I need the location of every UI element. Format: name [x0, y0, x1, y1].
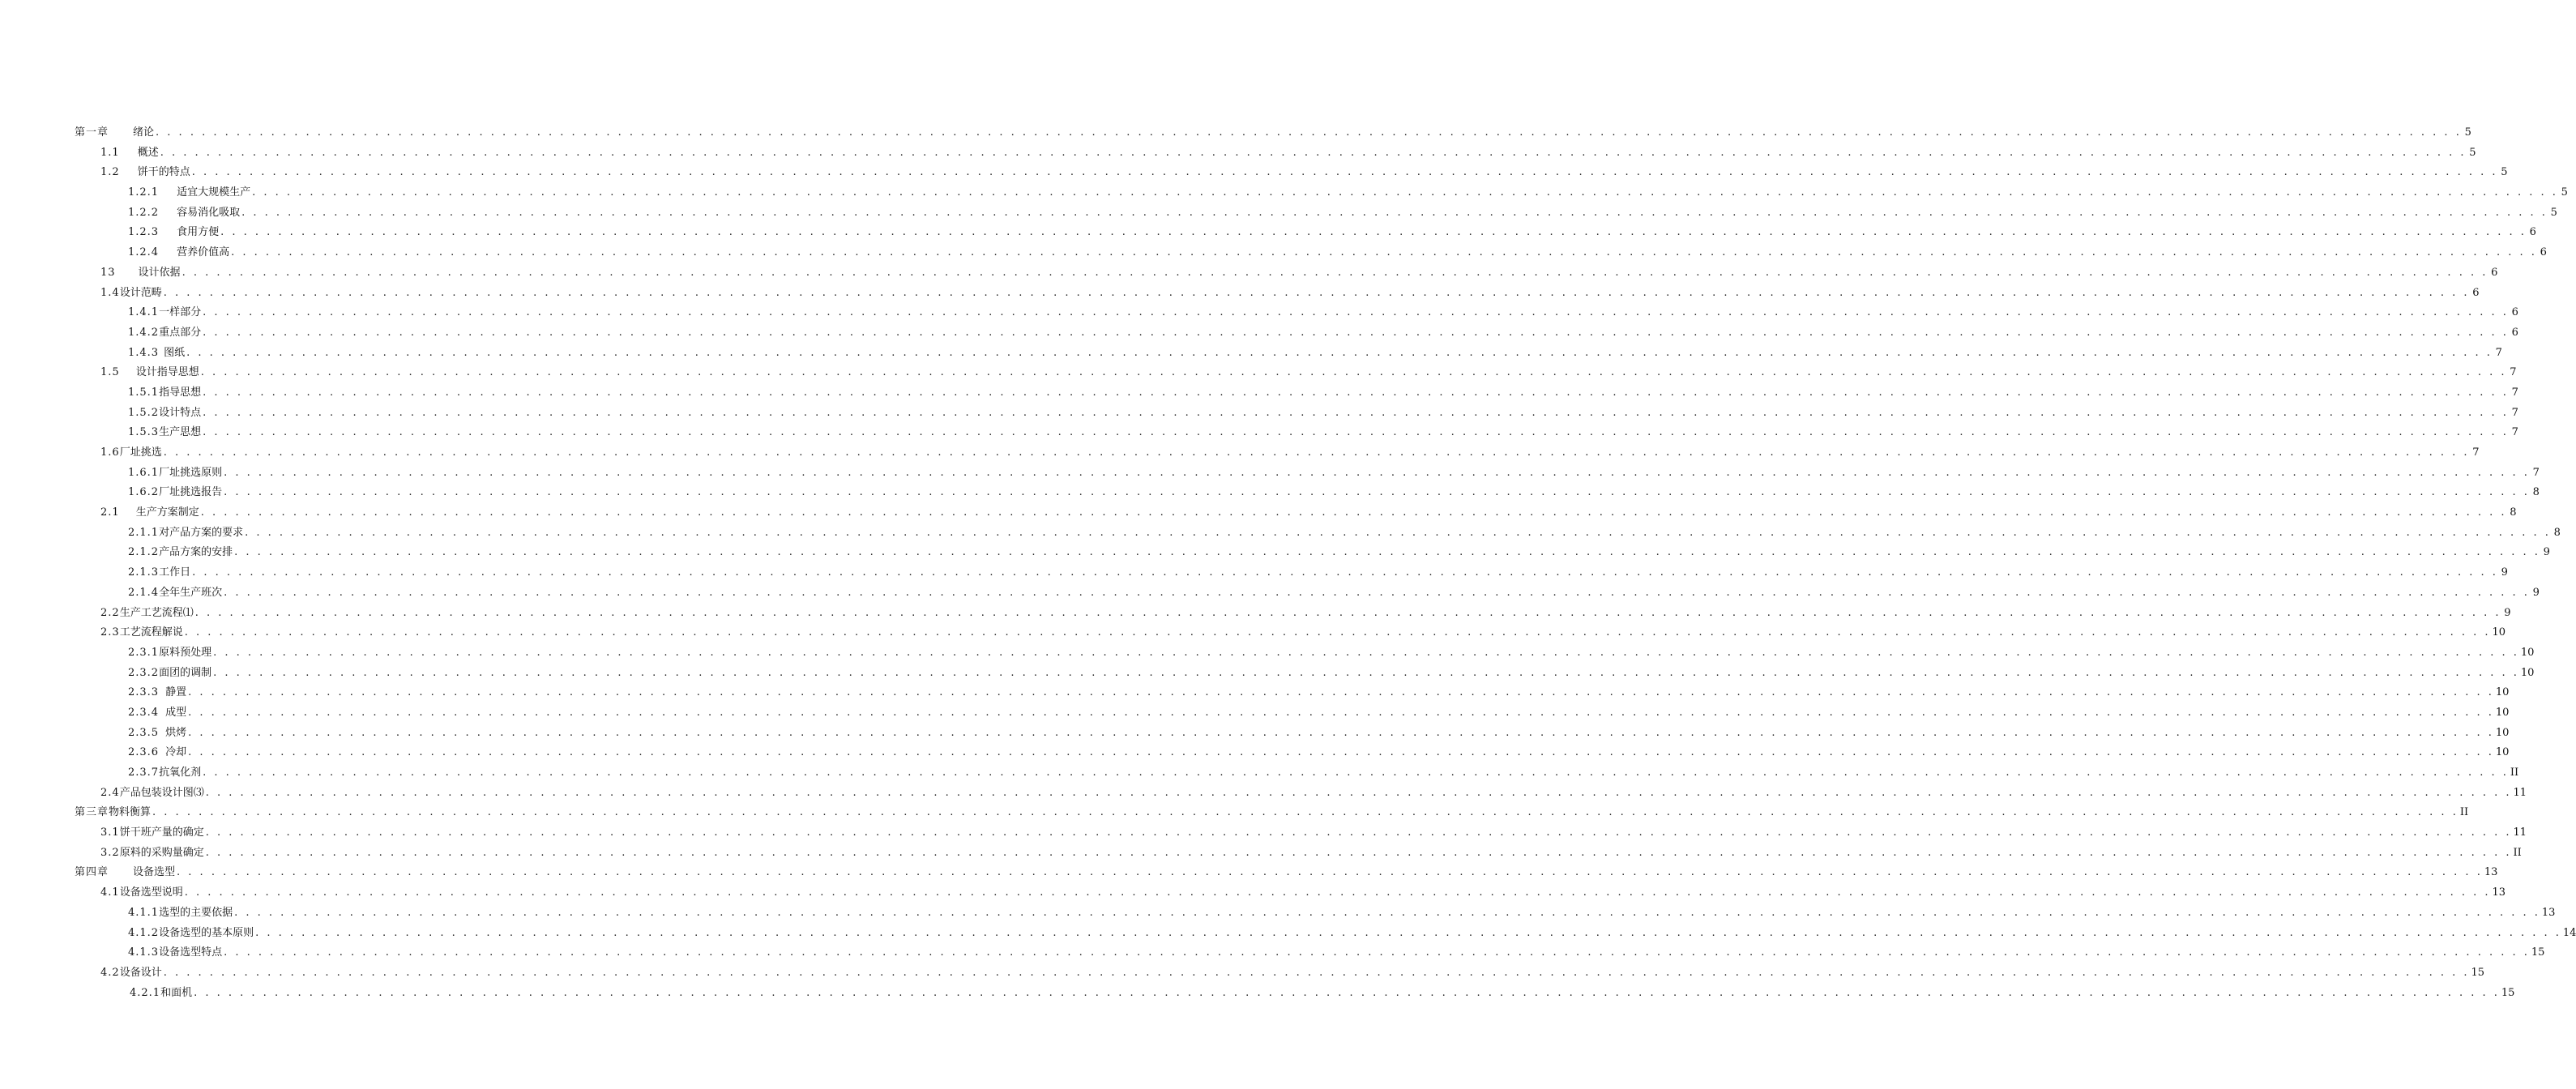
toc-entry-page: 13 — [2484, 866, 2498, 879]
toc-row — [0, 943, 2545, 963]
dot-leader: . . . . . . . . . . . . . . . . . . . . . . . . . . . . . . . . . . . . . . . . . . . . . . . . . . . . . . . . . . . . . . . . . . . . . . . . . . . . . . . . . . . . . . . . . . . . . . . . . . . . . . . . . . . . . . . . . . . . . . . . . . . . . . . . . . . . . . . . . . . . . . . . . . . . . . . . . . . . . . . . . . . . . . . . . . . . . . . . . . . . . . . . . . . . . . . . . . . . . . . . — [203, 326, 2509, 339]
toc-entry-number: 4.1.2 — [128, 926, 160, 939]
table-of-contents — [0, 123, 2576, 1003]
toc-row — [0, 323, 2518, 344]
toc-row — [0, 664, 2535, 684]
toc-entry[interactable] — [128, 404, 2518, 424]
toc-entry-page: 7 — [2510, 366, 2517, 379]
dot-leader: . . . . . . . . . . . . . . . . . . . . . . . . . . . . . . . . . . . . . . . . . . . . . . . . . . . . . . . . . . . . . . . . . . . . . . . . . . . . . . . . . . . . . . . . . . . . . . . . . . . . . . . . . . . . . . . . . . . . . . . . . . . . . . . . . . . . . . . . . . . . . . . . . . . . . . . . . . . . . . . . . . . . . . . . . . . . . . . . . . . . . . . . . . . . . . . . . . . . . . . . — [186, 346, 2493, 359]
toc-entry-page: 9 — [2501, 566, 2508, 579]
toc-entry-number: 4.1 — [100, 886, 120, 899]
toc-row — [0, 883, 2506, 903]
toc-entry-number: 4.2.1 — [130, 986, 161, 999]
dot-leader: . . . . . . . . . . . . . . . . . . . . . . . . . . . . . . . . . . . . . . . . . . . . . . . . . . . . . . . . . . . . . . . . . . . . . . . . . . . . . . . . . . . . . . . . . . . . . . . . . . . . . . . . . . . . . . . . . . . . . . . . . . . . . . . . . . . . . . . . . . . . . . . . . . . . . . . . . . . . . . . . . . . . . . . . . . . . . . . . . . . . . . . . . . . . . . . . . . . . . . . . — [163, 286, 2470, 299]
toc-row — [0, 423, 2518, 443]
toc-row — [0, 963, 2485, 984]
toc-row — [0, 604, 2511, 624]
toc-entry-title: 设计特点 — [159, 406, 202, 419]
toc-entry-page: 14 — [2562, 926, 2576, 939]
toc-entry-page: 10 — [2495, 686, 2510, 699]
toc-row — [0, 443, 2480, 463]
toc-entry-number: 1.2.4 — [128, 246, 160, 259]
toc-entry-number: 2.3.3 — [128, 686, 160, 699]
toc-entry-number: 2.3.2 — [128, 666, 160, 679]
toc-entry-title: 指导思想 — [159, 386, 202, 399]
dot-leader: . . . . . . . . . . . . . . . . . . . . . . . . . . . . . . . . . . . . . . . . . . . . . . . . . . . . . . . . . . . . . . . . . . . . . . . . . . . . . . . . . . . . . . . . . . . . . . . . . . . . . . . . . . . . . . . . . . . . . . . . . . . . . . . . . . . . . . . . . . . . . . . . . . . . . . . . . . . . . . . . . . . . . . . . . . . . . . . . . . . . . . . . . . . . . . . . . . . . . . . . — [234, 546, 2540, 559]
toc-row — [0, 743, 2510, 763]
toc-entry-number: 2.4 — [100, 786, 120, 799]
dot-leader: . . . . . . . . . . . . . . . . . . . . . . . . . . . . . . . . . . . . . . . . . . . . . . . . . . . . . . . . . . . . . . . . . . . . . . . . . . . . . . . . . . . . . . . . . . . . . . . . . . . . . . . . . . . . . . . . . . . . . . . . . . . . . . . . . . . . . . . . . . . . . . . . . . . . . . . . . . . . . . . . . . . . . . . . . . . . . . . . . . . . . . . . . . . . . . . . . . . . . . . . — [188, 746, 2494, 759]
toc-row — [0, 924, 2576, 944]
dot-leader: . . . . . . . . . . . . . . . . . . . . . . . . . . . . . . . . . . . . . . . . . . . . . . . . . . . . . . . . . . . . . . . . . . . . . . . . . . . . . . . . . . . . . . . . . . . . . . . . . . . . . . . . . . . . . . . . . . . . . . . . . . . . . . . . . . . . . . . . . . . . . . . . . . . . . . . . . . . . . . . . . . . . . . . . . . . . . . . . . . . . . . . . . . . . . . . . . . . . . . . . — [203, 406, 2509, 419]
dot-leader: . . . . . . . . . . . . . . . . . . . . . . . . . . . . . . . . . . . . . . . . . . . . . . . . . . . . . . . . . . . . . . . . . . . . . . . . . . . . . . . . . . . . . . . . . . . . . . . . . . . . . . . . . . . . . . . . . . . . . . . . . . . . . . . . . . . . . . . . . . . . . . . . . . . . . . . . . . . . . . . . . . . . . . . . . . . . . . . . . . . . . . . . . . . . . . . . . . . . . . . . — [220, 226, 2527, 239]
toc-entry[interactable] — [128, 483, 2540, 503]
toc-entry-number: 2.1.4 — [128, 586, 160, 599]
toc-row — [0, 143, 2476, 164]
toc-entry-title: 选型的主要依据 — [159, 906, 233, 919]
toc-entry-page: 9 — [2504, 606, 2511, 619]
toc-entry[interactable] — [100, 784, 2527, 804]
toc-row — [0, 784, 2527, 804]
toc-entry-number: 4.2 — [100, 966, 120, 979]
dot-leader: . . . . . . . . . . . . . . . . . . . . . . . . . . . . . . . . . . . . . . . . . . . . . . . . . . . . . . . . . . . . . . . . . . . . . . . . . . . . . . . . . . . . . . . . . . . . . . . . . . . . . . . . . . . . . . . . . . . . . . . . . . . . . . . . . . . . . . . . . . . . . . . . . . . . . . . . . . . . . . . . . . . . . . . . . . . . . . . . . . . . . . . . . . . . . . . . . . . . . . . . — [163, 966, 2470, 979]
toc-entry-title: 设计范畴 — [119, 286, 162, 299]
toc-entry-title: 静置 — [165, 686, 187, 699]
toc-entry-number: 2.1.1 — [128, 526, 160, 539]
toc-entry-page: 7 — [2511, 406, 2518, 419]
toc-entry-number: 2.2 — [100, 606, 120, 619]
toc-entry[interactable] — [100, 163, 2508, 183]
toc-entry-title: 厂址挑选原则 — [159, 466, 223, 479]
toc-entry[interactable] — [128, 344, 2502, 364]
toc-entry[interactable] — [128, 323, 2518, 344]
toc-entry-title: 产品包装设计图⑶ — [119, 786, 204, 799]
toc-entry[interactable] — [100, 284, 2480, 304]
toc-entry-page: 5 — [2501, 166, 2508, 179]
toc-entry-title: 一样部分 — [159, 306, 202, 319]
toc-row — [0, 543, 2550, 563]
toc-entry-page: 15 — [2501, 986, 2515, 999]
toc-entry-page: 8 — [2532, 486, 2540, 499]
toc-entry-page: 5 — [2469, 146, 2476, 159]
toc-entry-page: II — [2513, 846, 2522, 859]
toc-row — [0, 263, 2498, 284]
toc-row — [0, 223, 2536, 243]
toc-entry-page: 5 — [2561, 186, 2568, 199]
toc-entry[interactable] — [100, 623, 2506, 643]
toc-row — [0, 823, 2527, 843]
toc-entry-page: 9 — [2532, 586, 2540, 599]
toc-entry-title: 和面机 — [160, 986, 193, 999]
toc-entry-number: 2.1 — [100, 506, 120, 519]
toc-entry-page: 6 — [2511, 326, 2518, 339]
toc-entry[interactable] — [128, 703, 2510, 724]
toc-entry-title: 重点部分 — [159, 326, 202, 339]
toc-entry-page: 11 — [2513, 826, 2527, 839]
toc-entry-number: 1.2 — [100, 166, 120, 179]
toc-entry-number: 1.2.1 — [128, 186, 160, 199]
toc-entry-number: 2.1.2 — [128, 546, 160, 559]
toc-entry[interactable] — [128, 763, 2519, 784]
toc-entry[interactable] — [128, 463, 2540, 484]
toc-entry-number: 1.5.1 — [128, 386, 160, 399]
toc-entry[interactable] — [100, 503, 2517, 523]
toc-entry[interactable] — [130, 984, 2515, 1004]
toc-entry-title: 厂址挑选 — [119, 446, 162, 459]
dot-leader: . . . . . . . . . . . . . . . . . . . . . . . . . . . . . . . . . . . . . . . . . . . . . . . . . . . . . . . . . . . . . . . . . . . . . . . . . . . . . . . . . . . . . . . . . . . . . . . . . . . . . . . . . . . . . . . . . . . . . . . . . . . . . . . . . . . . . . . . . . . . . . . . . . . . . . . . . . . . . . . . . . . . . . . . . . . . . . . . . . . . . . . . . . . . . . . . . . . . . . . . — [203, 767, 2509, 779]
toc-entry-number: 13 — [100, 266, 116, 279]
toc-entry-number: 3.1 — [100, 826, 120, 839]
toc-entry-number: 1.6.2 — [128, 486, 160, 499]
toc-entry-number: 2.3.1 — [128, 646, 160, 659]
toc-entry-title: 饼干班产量的确定 — [119, 826, 204, 839]
dot-leader: . . . . . . . . . . . . . . . . . . . . . . . . . . . . . . . . . . . . . . . . . . . . . . . . . . . . . . . . . . . . . . . . . . . . . . . . . . . . . . . . . . . . . . . . . . . . . . . . . . . . . . . . . . . . . . . . . . . . . . . . . . . . . . . . . . . . . . . . . . . . . . . . . . . . . . . . . . . . . . . . . . . . . . . . . . . . . . . . . . . . . . . . . . . . . . . . . . . . . . . . — [245, 526, 2551, 539]
toc-row — [0, 643, 2535, 664]
dot-leader: . . . . . . . . . . . . . . . . . . . . . . . . . . . . . . . . . . . . . . . . . . . . . . . . . . . . . . . . . . . . . . . . . . . . . . . . . . . . . . . . . . . . . . . . . . . . . . . . . . . . . . . . . . . . . . . . . . . . . . . . . . . . . . . . . . . . . . . . . . . . . . . . . . . . . . . . . . . . . . . . . . . . . . . . . . . . . . . . . . . . . . . . . . . . . . . . . . . . . . . . — [163, 446, 2470, 459]
dot-leader: . . . . . . . . . . . . . . . . . . . . . . . . . . . . . . . . . . . . . . . . . . . . . . . . . . . . . . . . . . . . . . . . . . . . . . . . . . . . . . . . . . . . . . . . . . . . . . . . . . . . . . . . . . . . . . . . . . . . . . . . . . . . . . . . . . . . . . . . . . . . . . . . . . . . . . . . . . . . . . . . . . . . . . . . . . . . . . . . . . . . . . . . . . . . . . . . . . . . . . . . — [205, 846, 2512, 859]
toc-entry[interactable] — [128, 303, 2518, 323]
toc-entry-page: 15 — [2471, 966, 2485, 979]
toc-entry-title: 产品方案的安排 — [159, 546, 233, 559]
dot-leader: . . . . . . . . . . . . . . . . . . . . . . . . . . . . . . . . . . . . . . . . . . . . . . . . . . . . . . . . . . . . . . . . . . . . . . . . . . . . . . . . . . . . . . . . . . . . . . . . . . . . . . . . . . . . . . . . . . . . . . . . . . . . . . . . . . . . . . . . . . . . . . . . . . . . . . . . . . . . . . . . . . . . . . . . . . . . . . . . . . . . . . . . . . . . . . . . . . . . . . . . — [156, 126, 2462, 139]
toc-entry-page: 13 — [2541, 906, 2556, 919]
toc-row — [0, 123, 2471, 143]
toc-row — [0, 243, 2547, 263]
dot-leader: . . . . . . . . . . . . . . . . . . . . . . . . . . . . . . . . . . . . . . . . . . . . . . . . . . . . . . . . . . . . . . . . . . . . . . . . . . . . . . . . . . . . . . . . . . . . . . . . . . . . . . . . . . . . . . . . . . . . . . . . . . . . . . . . . . . . . . . . . . . . . . . . . . . . . . . . . . . . . . . . . . . . . . . . . . . . . . . . . . . . . . . . . . . . . . . . . . . . . . . . — [224, 486, 2530, 499]
dot-leader: . . . . . . . . . . . . . . . . . . . . . . . . . . . . . . . . . . . . . . . . . . . . . . . . . . . . . . . . . . . . . . . . . . . . . . . . . . . . . . . . . . . . . . . . . . . . . . . . . . . . . . . . . . . . . . . . . . . . . . . . . . . . . . . . . . . . . . . . . . . . . . . . . . . . . . . . . . . . . . . . . . . . . . . . . . . . . . . . . . . . . . . . . . . . . . . . . . . . . . . . — [224, 946, 2530, 959]
toc-entry[interactable] — [100, 363, 2517, 383]
toc-entry-title: 食用方便 — [177, 226, 220, 239]
toc-row — [0, 404, 2518, 424]
toc-entry[interactable] — [128, 423, 2518, 443]
toc-entry-title: 生产方案制定 — [135, 506, 199, 519]
toc-row — [0, 803, 2469, 823]
toc-entry[interactable] — [75, 123, 2471, 143]
toc-entry-page: 6 — [2511, 306, 2518, 319]
toc-entry[interactable] — [128, 543, 2550, 563]
toc-entry-number: 1.5 — [100, 366, 120, 379]
toc-entry-title: 烘烤 — [165, 726, 187, 739]
toc-entry-number: 2.3.5 — [128, 726, 160, 739]
toc-entry-title: 生产思想 — [159, 426, 202, 439]
toc-entry-number: 第四章 — [75, 866, 109, 879]
toc-entry-title: 设备选型特点 — [159, 946, 223, 959]
toc-entry-page: 6 — [2529, 226, 2536, 239]
toc-entry-title: 饼干的特点 — [137, 166, 190, 179]
toc-entry-title: 生产工艺流程⑴ — [119, 606, 194, 619]
toc-entry-title: 设备选型说明 — [119, 886, 183, 899]
toc-entry-page: 10 — [2495, 706, 2510, 719]
dot-leader: . . . . . . . . . . . . . . . . . . . . . . . . . . . . . . . . . . . . . . . . . . . . . . . . . . . . . . . . . . . . . . . . . . . . . . . . . . . . . . . . . . . . . . . . . . . . . . . . . . . . . . . . . . . . . . . . . . . . . . . . . . . . . . . . . . . . . . . . . . . . . . . . . . . . . . . . . . . . . . . . . . . . . . . . . . . . . . . . . . . . . . . . . . . . . . . . . . . . . . . . — [184, 886, 2491, 899]
toc-entry-number: 第三章 — [75, 806, 109, 819]
toc-entry-number: 1.1 — [100, 146, 120, 159]
toc-entry[interactable] — [128, 243, 2547, 263]
toc-row — [0, 583, 2540, 604]
toc-entry-number: 1.5.3 — [128, 426, 160, 439]
toc-row — [0, 763, 2519, 784]
dot-leader: . . . . . . . . . . . . . . . . . . . . . . . . . . . . . . . . . . . . . . . . . . . . . . . . . . . . . . . . . . . . . . . . . . . . . . . . . . . . . . . . . . . . . . . . . . . . . . . . . . . . . . . . . . . . . . . . . . . . . . . . . . . . . . . . . . . . . . . . . . . . . . . . . . . . . . . . . . . . . . . . . . . . . . . . . . . . . . . . . . . . . . . . . . . . . . . . . . . . . . . . — [191, 166, 2498, 179]
toc-entry-title: 物料衡算 — [109, 806, 152, 819]
toc-entry-title: 原料预处理 — [159, 646, 212, 659]
toc-entry[interactable] — [100, 963, 2485, 984]
toc-entry-number: 第一章 — [75, 126, 109, 139]
toc-entry-number: 1.5.2 — [128, 406, 160, 419]
toc-entry-number: 1.6 — [100, 446, 120, 459]
dot-leader: . . . . . . . . . . . . . . . . . . . . . . . . . . . . . . . . . . . . . . . . . . . . . . . . . . . . . . . . . . . . . . . . . . . . . . . . . . . . . . . . . . . . . . . . . . . . . . . . . . . . . . . . . . . . . . . . . . . . . . . . . . . . . . . . . . . . . . . . . . . . . . . . . . . . . . . . . . . . . . . . . . . . . . . . . . . . . . . . . . . . . . . . . . . . . . . . . . . . . . . . — [192, 566, 2498, 579]
toc-entry-page: 7 — [2532, 466, 2540, 479]
toc-entry-title: 厂址挑选报告 — [159, 486, 223, 499]
toc-row — [0, 724, 2510, 744]
toc-entry-title: 冷却 — [165, 746, 187, 759]
toc-entry-page: 10 — [2492, 626, 2506, 639]
toc-entry[interactable] — [128, 683, 2510, 703]
toc-entry-title: 工作日 — [159, 566, 191, 579]
toc-entry-number: 1.4.1 — [128, 306, 160, 319]
toc-row — [0, 623, 2506, 643]
toc-entry[interactable] — [128, 643, 2535, 664]
toc-entry-page: 7 — [2472, 446, 2480, 459]
toc-entry-number: 4.1.1 — [128, 906, 160, 919]
dot-leader: . . . . . . . . . . . . . . . . . . . . . . . . . . . . . . . . . . . . . . . . . . . . . . . . . . . . . . . . . . . . . . . . . . . . . . . . . . . . . . . . . . . . . . . . . . . . . . . . . . . . . . . . . . . . . . . . . . . . . . . . . . . . . . . . . . . . . . . . . . . . . . . . . . . . . . . . . . . . . . . . . . . . . . . . . . . . . . . . . . . . . . . . . . . . . . . . . . . . . . . . — [252, 186, 2558, 199]
toc-entry-title: 容易消化吸取 — [177, 206, 241, 219]
toc-entry-page: 15 — [2531, 946, 2545, 959]
toc-entry[interactable] — [128, 924, 2576, 944]
toc-entry-page: 7 — [2495, 346, 2502, 359]
toc-entry[interactable] — [128, 583, 2540, 604]
toc-entry-title: 面团的调制 — [159, 666, 212, 679]
toc-entry-title: 设备选型的基本原则 — [159, 926, 254, 939]
dot-leader: . . . . . . . . . . . . . . . . . . . . . . . . . . . . . . . . . . . . . . . . . . . . . . . . . . . . . . . . . . . . . . . . . . . . . . . . . . . . . . . . . . . . . . . . . . . . . . . . . . . . . . . . . . . . . . . . . . . . . . . . . . . . . . . . . . . . . . . . . . . . . . . . . . . . . . . . . . . . . . . . . . . . . . . . . . . . . . . . . . . . . . . . . . . . . . . . . . . . . . . . — [188, 686, 2494, 699]
dot-leader: . . . . . . . . . . . . . . . . . . . . . . . . . . . . . . . . . . . . . . . . . . . . . . . . . . . . . . . . . . . . . . . . . . . . . . . . . . . . . . . . . . . . . . . . . . . . . . . . . . . . . . . . . . . . . . . . . . . . . . . . . . . . . . . . . . . . . . . . . . . . . . . . . . . . . . . . . . . . . . . . . . . . . . . . . . . . . . . . . . . . . . . . . . . . . . . . . . . . . . . . — [205, 786, 2512, 799]
toc-entry-page: 8 — [2510, 506, 2517, 519]
dot-leader: . . . . . . . . . . . . . . . . . . . . . . . . . . . . . . . . . . . . . . . . . . . . . . . . . . . . . . . . . . . . . . . . . . . . . . . . . . . . . . . . . . . . . . . . . . . . . . . . . . . . . . . . . . . . . . . . . . . . . . . . . . . . . . . . . . . . . . . . . . . . . . . . . . . . . . . . . . . . . . . . . . . . . . . . . . . . . . . . . . . . . . . . . . . . . . . . . . . . . . . . — [188, 726, 2494, 739]
toc-entry[interactable] — [75, 803, 2469, 823]
toc-row — [0, 863, 2498, 883]
toc-entry[interactable] — [128, 223, 2536, 243]
toc-entry[interactable] — [100, 443, 2480, 463]
toc-entry-number: 2.3.7 — [128, 767, 160, 779]
toc-entry-number: 2.3 — [100, 626, 120, 639]
dot-leader: . . . . . . . . . . . . . . . . . . . . . . . . . . . . . . . . . . . . . . . . . . . . . . . . . . . . . . . . . . . . . . . . . . . . . . . . . . . . . . . . . . . . . . . . . . . . . . . . . . . . . . . . . . . . . . . . . . . . . . . . . . . . . . . . . . . . . . . . . . . . . . . . . . . . . . . . . . . . . . . . . . . . . . . . . . . . . . . . . . . . . . . . . . . . . . . . . . . . . . . . — [184, 626, 2491, 639]
toc-row — [0, 203, 2557, 224]
toc-entry-number: 2.3.6 — [128, 746, 160, 759]
toc-entry[interactable] — [100, 263, 2498, 284]
toc-entry[interactable] — [128, 563, 2508, 583]
toc-entry[interactable] — [100, 604, 2511, 624]
toc-row — [0, 163, 2508, 183]
toc-entry-number: 4.1.3 — [128, 946, 160, 959]
toc-entry-number: 3.2 — [100, 846, 120, 859]
toc-row — [0, 523, 2561, 544]
toc-entry[interactable] — [128, 943, 2545, 963]
dot-leader: . . . . . . . . . . . . . . . . . . . . . . . . . . . . . . . . . . . . . . . . . . . . . . . . . . . . . . . . . . . . . . . . . . . . . . . . . . . . . . . . . . . . . . . . . . . . . . . . . . . . . . . . . . . . . . . . . . . . . . . . . . . . . . . . . . . . . . . . . . . . . . . . . . . . . . . . . . . . . . . . . . . . . . . . . . . . . . . . . . . . . . . . . . . . . . . . . . . . . . . . — [194, 606, 2501, 619]
toc-entry-page: 6 — [2540, 246, 2547, 259]
toc-entry-page: 5 — [2464, 126, 2471, 139]
toc-entry-title: 原料的采购量确定 — [119, 846, 204, 859]
dot-leader: . . . . . . . . . . . . . . . . . . . . . . . . . . . . . . . . . . . . . . . . . . . . . . . . . . . . . . . . . . . . . . . . . . . . . . . . . . . . . . . . . . . . . . . . . . . . . . . . . . . . . . . . . . . . . . . . . . . . . . . . . . . . . . . . . . . . . . . . . . . . . . . . . . . . . . . . . . . . . . . . . . . . . . . . . . . . . . . . . . . . . . . . . . . . . . . . . . . . . . . . — [213, 666, 2519, 679]
toc-entry-title: 成型 — [165, 706, 187, 719]
toc-entry-page: 7 — [2511, 426, 2518, 439]
toc-entry-title: 工艺流程解说 — [119, 626, 183, 639]
toc-entry-number: 2.3.4 — [128, 706, 160, 719]
toc-row — [0, 503, 2517, 523]
toc-row — [0, 563, 2508, 583]
toc-row — [0, 363, 2517, 383]
dot-leader: . . . . . . . . . . . . . . . . . . . . . . . . . . . . . . . . . . . . . . . . . . . . . . . . . . . . . . . . . . . . . . . . . . . . . . . . . . . . . . . . . . . . . . . . . . . . . . . . . . . . . . . . . . . . . . . . . . . . . . . . . . . . . . . . . . . . . . . . . . . . . . . . . . . . . . . . . . . . . . . . . . . . . . . . . . . . . . . . . . . . . . . . . . . . . . . . . . . . . . . . — [213, 646, 2519, 659]
toc-row — [0, 303, 2518, 323]
toc-entry-page: 11 — [2513, 786, 2527, 799]
toc-entry[interactable] — [128, 664, 2535, 684]
dot-leader: . . . . . . . . . . . . . . . . . . . . . . . . . . . . . . . . . . . . . . . . . . . . . . . . . . . . . . . . . . . . . . . . . . . . . . . . . . . . . . . . . . . . . . . . . . . . . . . . . . . . . . . . . . . . . . . . . . . . . . . . . . . . . . . . . . . . . . . . . . . . . . . . . . . . . . . . . . . . . . . . . . . . . . . . . . . . . . . . . . . . . . . . . . . . . . . . . . . . . . . . — [205, 826, 2512, 839]
toc-entry-title: 概述 — [137, 146, 159, 159]
dot-leader: . . . . . . . . . . . . . . . . . . . . . . . . . . . . . . . . . . . . . . . . . . . . . . . . . . . . . . . . . . . . . . . . . . . . . . . . . . . . . . . . . . . . . . . . . . . . . . . . . . . . . . . . . . . . . . . . . . . . . . . . . . . . . . . . . . . . . . . . . . . . . . . . . . . . . . . . . . . . . . . . . . . . . . . . . . . . . . . . . . . . . . . . . . . . . . . . . . . . . . . . — [241, 206, 2548, 219]
toc-entry-page: II — [2459, 806, 2469, 819]
toc-entry[interactable] — [100, 823, 2527, 843]
dot-leader: . . . . . . . . . . . . . . . . . . . . . . . . . . . . . . . . . . . . . . . . . . . . . . . . . . . . . . . . . . . . . . . . . . . . . . . . . . . . . . . . . . . . . . . . . . . . . . . . . . . . . . . . . . . . . . . . . . . . . . . . . . . . . . . . . . . . . . . . . . . . . . . . . . . . . . . . . . . . . . . . . . . . . . . . . . . . . . . . . . . . . . . . . . . . . . . . . . . . . . . . — [224, 466, 2530, 479]
toc-row — [0, 903, 2556, 924]
toc-entry-number: 1.2.2 — [128, 206, 160, 219]
toc-entry-number: 1.6.1 — [128, 466, 160, 479]
toc-entry-number: 1.4.2 — [128, 326, 160, 339]
toc-entry[interactable] — [128, 383, 2518, 404]
toc-entry-page: 6 — [2472, 286, 2480, 299]
toc-entry-page: 13 — [2492, 886, 2506, 899]
toc-entry-number: 1.2.3 — [128, 226, 160, 239]
toc-entry-page: 8 — [2553, 526, 2561, 539]
toc-entry-page: 10 — [2495, 726, 2510, 739]
toc-entry-page: 7 — [2511, 386, 2518, 399]
toc-entry[interactable] — [128, 183, 2568, 203]
toc-entry[interactable] — [100, 143, 2476, 164]
dot-leader: . . . . . . . . . . . . . . . . . . . . . . . . . . . . . . . . . . . . . . . . . . . . . . . . . . . . . . . . . . . . . . . . . . . . . . . . . . . . . . . . . . . . . . . . . . . . . . . . . . . . . . . . . . . . . . . . . . . . . . . . . . . . . . . . . . . . . . . . . . . . . . . . . . . . . . . . . . . . . . . . . . . . . . . . . . . . . . . . . . . . . . . . . . . . . . . . . . . . . . . . — [160, 146, 2467, 159]
toc-row — [0, 843, 2522, 864]
toc-entry[interactable] — [128, 743, 2510, 763]
dot-leader: . . . . . . . . . . . . . . . . . . . . . . . . . . . . . . . . . . . . . . . . . . . . . . . . . . . . . . . . . . . . . . . . . . . . . . . . . . . . . . . . . . . . . . . . . . . . . . . . . . . . . . . . . . . . . . . . . . . . . . . . . . . . . . . . . . . . . . . . . . . . . . . . . . . . . . . . . . . . . . . . . . . . . . . . . . . . . . . . . . . . . . . . . . . . . . . . . . . . . . . . — [182, 266, 2488, 279]
toc-entry-title: 设计指导思想 — [135, 366, 199, 379]
toc-row — [0, 984, 2515, 1004]
toc-row — [0, 183, 2568, 203]
toc-entry[interactable] — [128, 724, 2510, 744]
toc-entry-page: 6 — [2491, 266, 2498, 279]
toc-row — [0, 383, 2518, 404]
toc-entry[interactable] — [75, 863, 2498, 883]
toc-entry-page: 10 — [2520, 666, 2535, 679]
toc-entry-title: 适宜大规模生产 — [177, 186, 251, 199]
toc-entry-title: 设备选型 — [133, 866, 176, 879]
toc-row — [0, 344, 2502, 364]
dot-leader: . . . . . . . . . . . . . . . . . . . . . . . . . . . . . . . . . . . . . . . . . . . . . . . . . . . . . . . . . . . . . . . . . . . . . . . . . . . . . . . . . . . . . . . . . . . . . . . . . . . . . . . . . . . . . . . . . . . . . . . . . . . . . . . . . . . . . . . . . . . . . . . . . . . . . . . . . . . . . . . . . . . . . . . . . . . . . . . . . . . . . . . . . . . . . . . . . . . . . . . . — [203, 386, 2509, 399]
dot-leader: . . . . . . . . . . . . . . . . . . . . . . . . . . . . . . . . . . . . . . . . . . . . . . . . . . . . . . . . . . . . . . . . . . . . . . . . . . . . . . . . . . . . . . . . . . . . . . . . . . . . . . . . . . . . . . . . . . . . . . . . . . . . . . . . . . . . . . . . . . . . . . . . . . . . . . . . . . . . . . . . . . . . . . . . . . . . . . . . . . . . . . . . . . . . . . . . . . . . . . . . — [203, 306, 2509, 319]
dot-leader: . . . . . . . . . . . . . . . . . . . . . . . . . . . . . . . . . . . . . . . . . . . . . . . . . . . . . . . . . . . . . . . . . . . . . . . . . . . . . . . . . . . . . . . . . . . . . . . . . . . . . . . . . . . . . . . . . . . . . . . . . . . . . . . . . . . . . . . . . . . . . . . . . . . . . . . . . . . . . . . . . . . . . . . . . . . . . . . . . . . . . . . . . . . . . . . . . . . . . . . . — [200, 366, 2507, 379]
toc-entry-page: 5 — [2550, 206, 2557, 219]
dot-leader: . . . . . . . . . . . . . . . . . . . . . . . . . . . . . . . . . . . . . . . . . . . . . . . . . . . . . . . . . . . . . . . . . . . . . . . . . . . . . . . . . . . . . . . . . . . . . . . . . . . . . . . . . . . . . . . . . . . . . . . . . . . . . . . . . . . . . . . . . . . . . . . . . . . . . . . . . . . . . . . . . . . . . . . . . . . . . . . . . . . . . . . . . . . . . . . . . . . . . . . . — [194, 986, 2500, 999]
toc-entry[interactable] — [128, 903, 2556, 924]
toc-entry-title: 营养价值高 — [177, 246, 230, 259]
dot-leader: . . . . . . . . . . . . . . . . . . . . . . . . . . . . . . . . . . . . . . . . . . . . . . . . . . . . . . . . . . . . . . . . . . . . . . . . . . . . . . . . . . . . . . . . . . . . . . . . . . . . . . . . . . . . . . . . . . . . . . . . . . . . . . . . . . . . . . . . . . . . . . . . . . . . . . . . . . . . . . . . . . . . . . . . . . . . . . . . . . . . . . . . . . . . . . . . . . . . . . . . — [177, 866, 2483, 879]
toc-row — [0, 463, 2540, 484]
toc-entry-title: 抗氧化剂 — [159, 767, 202, 779]
toc-entry-number: 2.1.3 — [128, 566, 160, 579]
dot-leader: . . . . . . . . . . . . . . . . . . . . . . . . . . . . . . . . . . . . . . . . . . . . . . . . . . . . . . . . . . . . . . . . . . . . . . . . . . . . . . . . . . . . . . . . . . . . . . . . . . . . . . . . . . . . . . . . . . . . . . . . . . . . . . . . . . . . . . . . . . . . . . . . . . . . . . . . . . . . . . . . . . . . . . . . . . . . . . . . . . . . . . . . . . . . . . . . . . . . . . . . — [224, 586, 2530, 599]
toc-entry[interactable] — [100, 883, 2506, 903]
toc-entry[interactable] — [128, 203, 2557, 224]
dot-leader: . . . . . . . . . . . . . . . . . . . . . . . . . . . . . . . . . . . . . . . . . . . . . . . . . . . . . . . . . . . . . . . . . . . . . . . . . . . . . . . . . . . . . . . . . . . . . . . . . . . . . . . . . . . . . . . . . . . . . . . . . . . . . . . . . . . . . . . . . . . . . . . . . . . . . . . . . . . . . . . . . . . . . . . . . . . . . . . . . . . . . . . . . . . . . . . . . . . . . . . . — [255, 926, 2561, 939]
toc-entry-title: 全年生产班次 — [159, 586, 223, 599]
toc-entry-page: 9 — [2543, 546, 2550, 559]
toc-entry-title: 设计依据 — [138, 266, 181, 279]
dot-leader: . . . . . . . . . . . . . . . . . . . . . . . . . . . . . . . . . . . . . . . . . . . . . . . . . . . . . . . . . . . . . . . . . . . . . . . . . . . . . . . . . . . . . . . . . . . . . . . . . . . . . . . . . . . . . . . . . . . . . . . . . . . . . . . . . . . . . . . . . . . . . . . . . . . . . . . . . . . . . . . . . . . . . . . . . . . . . . . . . . . . . . . . . . . . . . . . . . . . . . . . — [203, 426, 2509, 439]
toc-row — [0, 284, 2480, 304]
toc-row — [0, 703, 2510, 724]
toc-entry-number: 1.4 — [100, 286, 120, 299]
dot-leader: . . . . . . . . . . . . . . . . . . . . . . . . . . . . . . . . . . . . . . . . . . . . . . . . . . . . . . . . . . . . . . . . . . . . . . . . . . . . . . . . . . . . . . . . . . . . . . . . . . . . . . . . . . . . . . . . . . . . . . . . . . . . . . . . . . . . . . . . . . . . . . . . . . . . . . . . . . . . . . . . . . . . . . . . . . . . . . . . . . . . . . . . . . . . . . . . . . . . . . . . — [152, 806, 2459, 819]
dot-leader: . . . . . . . . . . . . . . . . . . . . . . . . . . . . . . . . . . . . . . . . . . . . . . . . . . . . . . . . . . . . . . . . . . . . . . . . . . . . . . . . . . . . . . . . . . . . . . . . . . . . . . . . . . . . . . . . . . . . . . . . . . . . . . . . . . . . . . . . . . . . . . . . . . . . . . . . . . . . . . . . . . . . . . . . . . . . . . . . . . . . . . . . . . . . . . . . . . . . . . . . — [200, 506, 2507, 519]
toc-row — [0, 683, 2510, 703]
toc-entry-title: 图纸 — [164, 346, 186, 359]
toc-entry-page: 10 — [2495, 746, 2510, 759]
dot-leader: . . . . . . . . . . . . . . . . . . . . . . . . . . . . . . . . . . . . . . . . . . . . . . . . . . . . . . . . . . . . . . . . . . . . . . . . . . . . . . . . . . . . . . . . . . . . . . . . . . . . . . . . . . . . . . . . . . . . . . . . . . . . . . . . . . . . . . . . . . . . . . . . . . . . . . . . . . . . . . . . . . . . . . . . . . . . . . . . . . . . . . . . . . . . . . . . . . . . . . . . — [231, 246, 2537, 259]
dot-leader: . . . . . . . . . . . . . . . . . . . . . . . . . . . . . . . . . . . . . . . . . . . . . . . . . . . . . . . . . . . . . . . . . . . . . . . . . . . . . . . . . . . . . . . . . . . . . . . . . . . . . . . . . . . . . . . . . . . . . . . . . . . . . . . . . . . . . . . . . . . . . . . . . . . . . . . . . . . . . . . . . . . . . . . . . . . . . . . . . . . . . . . . . . . . . . . . . . . . . . . . — [188, 706, 2494, 719]
toc-row — [0, 483, 2540, 503]
toc-entry-page: II — [2510, 767, 2519, 779]
toc-entry-title: 设备设计 — [119, 966, 162, 979]
toc-entry-number: 1.4.3 — [128, 346, 160, 359]
toc-entry-title: 绪论 — [133, 126, 155, 139]
toc-entry[interactable] — [100, 843, 2522, 864]
toc-entry[interactable] — [128, 523, 2561, 544]
toc-entry-page: 10 — [2520, 646, 2535, 659]
dot-leader: . . . . . . . . . . . . . . . . . . . . . . . . . . . . . . . . . . . . . . . . . . . . . . . . . . . . . . . . . . . . . . . . . . . . . . . . . . . . . . . . . . . . . . . . . . . . . . . . . . . . . . . . . . . . . . . . . . . . . . . . . . . . . . . . . . . . . . . . . . . . . . . . . . . . . . . . . . . . . . . . . . . . . . . . . . . . . . . . . . . . . . . . . . . . . . . . . . . . . . . . — [234, 906, 2540, 919]
toc-entry-title: 对产品方案的要求 — [159, 526, 244, 539]
